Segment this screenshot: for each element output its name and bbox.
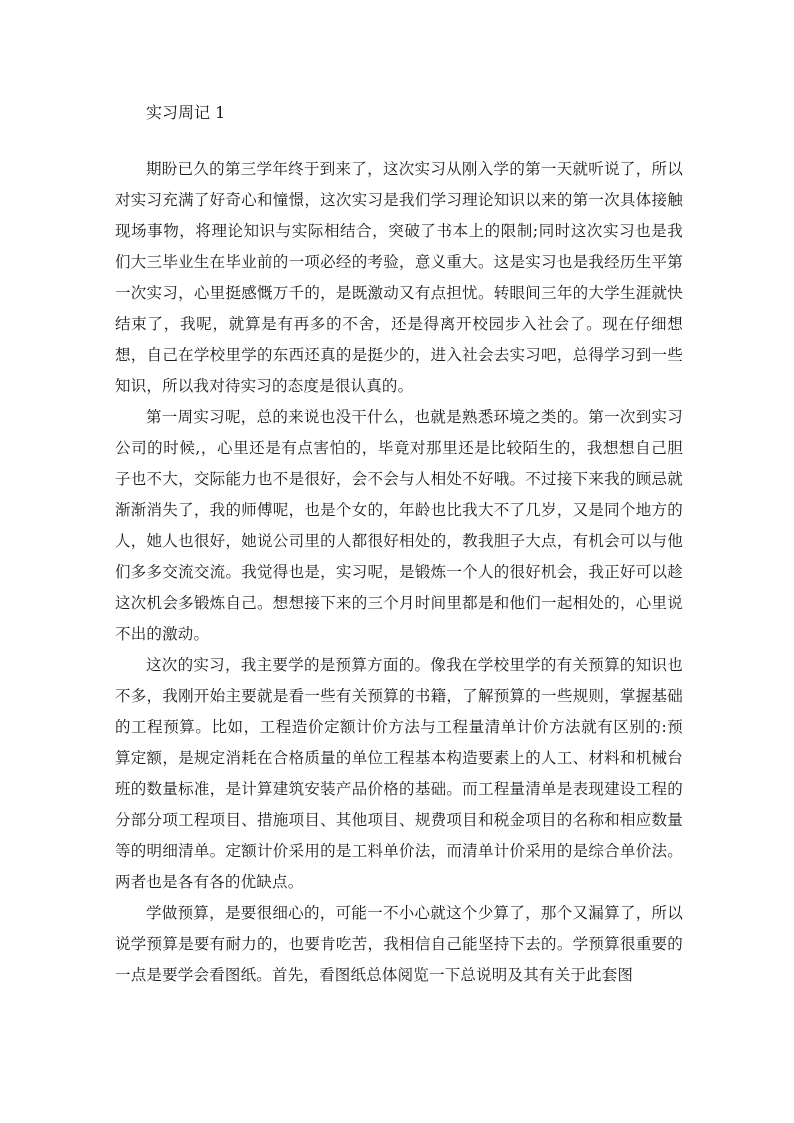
document-title: 实习周记 1 <box>146 103 226 122</box>
paragraph-2: 第一周实习呢，总的来说也没干什么，也就是熟悉环境之类的。第一次到实习公司的时候,，心里还是有点害怕的，毕竟对那里还是比较陌生的，我想想自己胆子也不大，交际能力也不是很好，会不会与人相处不好哦。不过接下来我的顾忌就渐渐消失了，我的师傅呢，也是个女的，年龄也比我大不了几岁，又是同个地方的人，她人也很好，她说公司里的人都很好相处的，教我胆子大点，有机会可以与他们多多交流交流。我觉得也是，实习呢，是锻炼一个人的很好机会，我正好可以趁这次机会多锻炼自己。想想接下来的三个月时间里都是和他们一起相处的，心里说不出的激动。 <box>115 408 683 643</box>
paragraph-3: 这次的实习，我主要学的是预算方面的。像我在学校里学的有关预算的知识也不多，我刚开始主要就是看一些有关预算的书籍，了解预算的一些规则，掌握基础的工程预算。比如，工程造价定额计价方法与工程量清单计价方法就有区别的:预算定额，是规定消耗在合格质量的单位工程基本构造要素上的人工、材料和机械台班的数量标准，是计算建筑安装产品价格的基础。而工程量清单是表现建设工程的分部分项工程项目、措施项目、其他项目、规费项目和税金项目的名称和相应数量等的明细清单。定额计价采用的是工料单价法，而清单计价采用的是综合单价法。两者也是各有各的优缺点。 <box>115 656 683 891</box>
paragraph-4: 学做预算，是要很细心的，可能一不小心就这个少算了，那个又漏算了，所以说学预算是要有耐力的，也要肯吃苦，我相信自己能坚持下去的。学预算很重要的一点是要学会看图纸。首先，看图纸总体阅览一下总说明及其有关于此套图 <box>115 904 683 984</box>
document-body <box>115 154 683 991</box>
paragraph-1: 期盼已久的第三学年终于到来了，这次实习从刚入学的第一天就听说了，所以对实习充满了好奇心和憧憬，这次实习是我们学习理论知识以来的第一次具体接触现场事物，将理论知识与实际相结合，突破了书本上的限制;同时这次实习也是我们大三毕业生在毕业前的一项必经的考验，意义重大。这是实习也是我经历生平第一次实习，心里挺感慨万千的，是既激动又有点担忧。转眼间三年的大学生涯就快结束了，我呢，就算是有再多的不舍，还是得离开校园步入社会了。现在仔细想想，自己在学校里学的东西还真的是挺少的，进入社会去实习吧，总得学习到一些知识，所以我对待实习的态度是很认真的。 <box>115 160 683 395</box>
